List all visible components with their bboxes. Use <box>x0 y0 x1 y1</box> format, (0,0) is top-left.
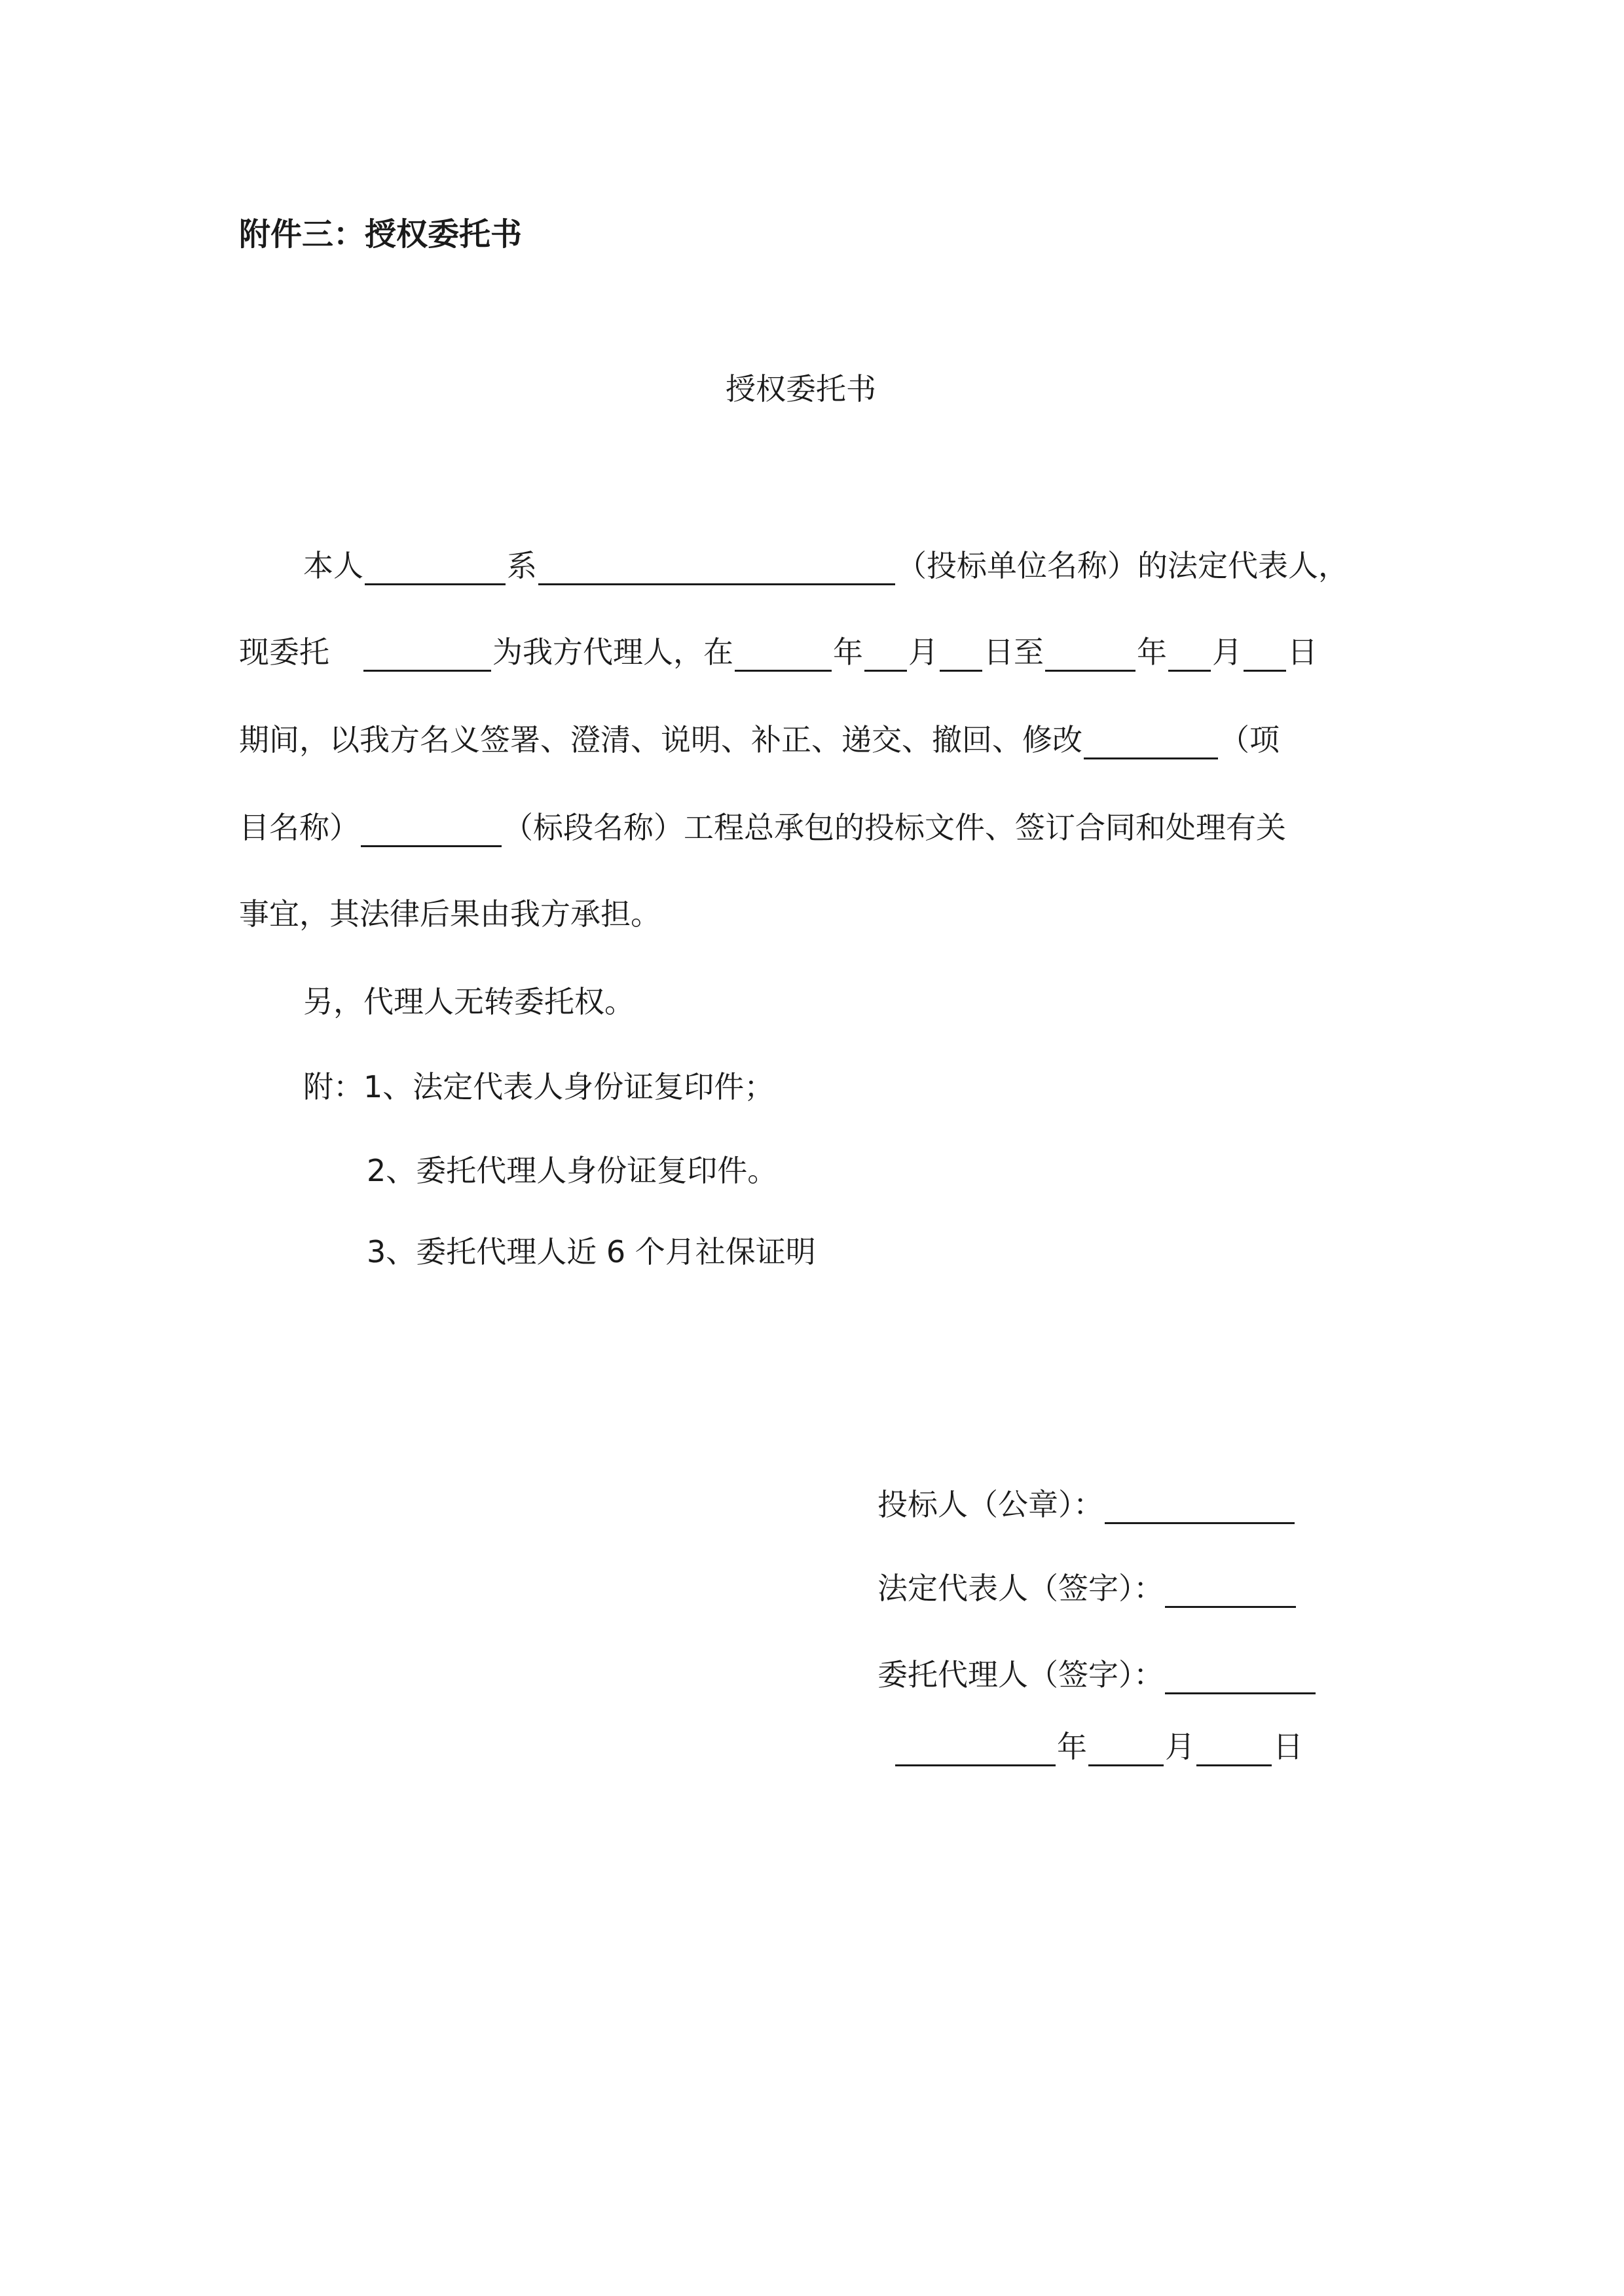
document-title: 授权委托书 <box>726 371 876 407</box>
text-day-to: 日至 <box>984 634 1044 670</box>
signature-date-line <box>894 1727 1303 1766</box>
blank-bidder-unit-name[interactable] <box>538 551 895 585</box>
date-day-blank[interactable] <box>1196 1732 1272 1766</box>
text-scope: 期间，以我方名义签署、澄清、说明、补正、递交、撤回、修改 <box>239 722 1082 757</box>
attachment-heading: 附件三：授权委托书 <box>239 216 523 253</box>
blank-principal-name[interactable] <box>365 551 506 585</box>
body-line-5: 事宜，其法律后果由我方承担。 <box>239 896 661 932</box>
blank-end-day[interactable] <box>1244 637 1286 672</box>
text-month-1: 月 <box>908 634 938 670</box>
text-of: 系 <box>507 548 537 583</box>
bidder-seal-blank[interactable] <box>1105 1489 1295 1524</box>
no-delegation-note: 另，代理人无转委托权。 <box>303 984 635 1019</box>
legal-rep-signature-line <box>877 1569 1297 1608</box>
date-month-blank[interactable] <box>1088 1732 1164 1766</box>
text-project-open: （项 <box>1219 722 1280 757</box>
text-project-close: 目名称） <box>239 810 360 845</box>
legal-rep-signature-blank[interactable] <box>1165 1573 1296 1608</box>
blank-end-month[interactable] <box>1168 637 1211 672</box>
text-legal-rep: （投标单位名称）的法定代表人， <box>896 548 1348 583</box>
date-month-label: 月 <box>1165 1729 1195 1764</box>
date-day-label: 日 <box>1273 1729 1303 1764</box>
bidder-seal-label: 投标人（公章）： <box>877 1487 1103 1522</box>
blank-agent-name[interactable] <box>363 637 491 672</box>
text-entrust: 现委托 <box>239 634 329 670</box>
date-year-blank[interactable] <box>895 1732 1056 1766</box>
blank-project-name[interactable] <box>1084 725 1218 759</box>
blank-start-month[interactable] <box>864 637 907 672</box>
date-year-label: 年 <box>1057 1729 1087 1764</box>
attachment-item-3: 3、委托代理人近 6 个月社保证明 <box>367 1234 816 1269</box>
text-day-2: 日 <box>1287 634 1318 670</box>
blank-end-year[interactable] <box>1045 637 1135 672</box>
body-line-2 <box>239 632 1318 672</box>
body-line-4 <box>239 808 1286 847</box>
agent-signature-label: 委托代理人（签字）： <box>877 1657 1164 1692</box>
blank-section-name[interactable] <box>361 812 502 847</box>
text-principal: 本人 <box>303 548 363 583</box>
body-line-3 <box>239 720 1280 759</box>
body-line-1 <box>303 546 1348 585</box>
text-year-1: 年 <box>833 634 863 670</box>
attachment-item-2: 2、委托代理人身份证复印件。 <box>367 1153 778 1188</box>
text-year-2: 年 <box>1137 634 1167 670</box>
legal-rep-signature-label: 法定代表人（签字）： <box>877 1571 1164 1606</box>
agent-signature-blank[interactable] <box>1165 1660 1316 1694</box>
bidder-seal-line <box>877 1485 1296 1524</box>
text-section-desc: （标段名称）工程总承包的投标文件、签订合同和处理有关 <box>503 810 1286 845</box>
text-agent-at: 为我方代理人，在 <box>492 634 733 670</box>
attachment-item-1: 附：1、法定代表人身份证复印件； <box>303 1069 775 1104</box>
text-month-2: 月 <box>1212 634 1242 670</box>
blank-start-year[interactable] <box>735 637 832 672</box>
agent-signature-line <box>877 1655 1317 1694</box>
blank-start-day[interactable] <box>940 637 982 672</box>
